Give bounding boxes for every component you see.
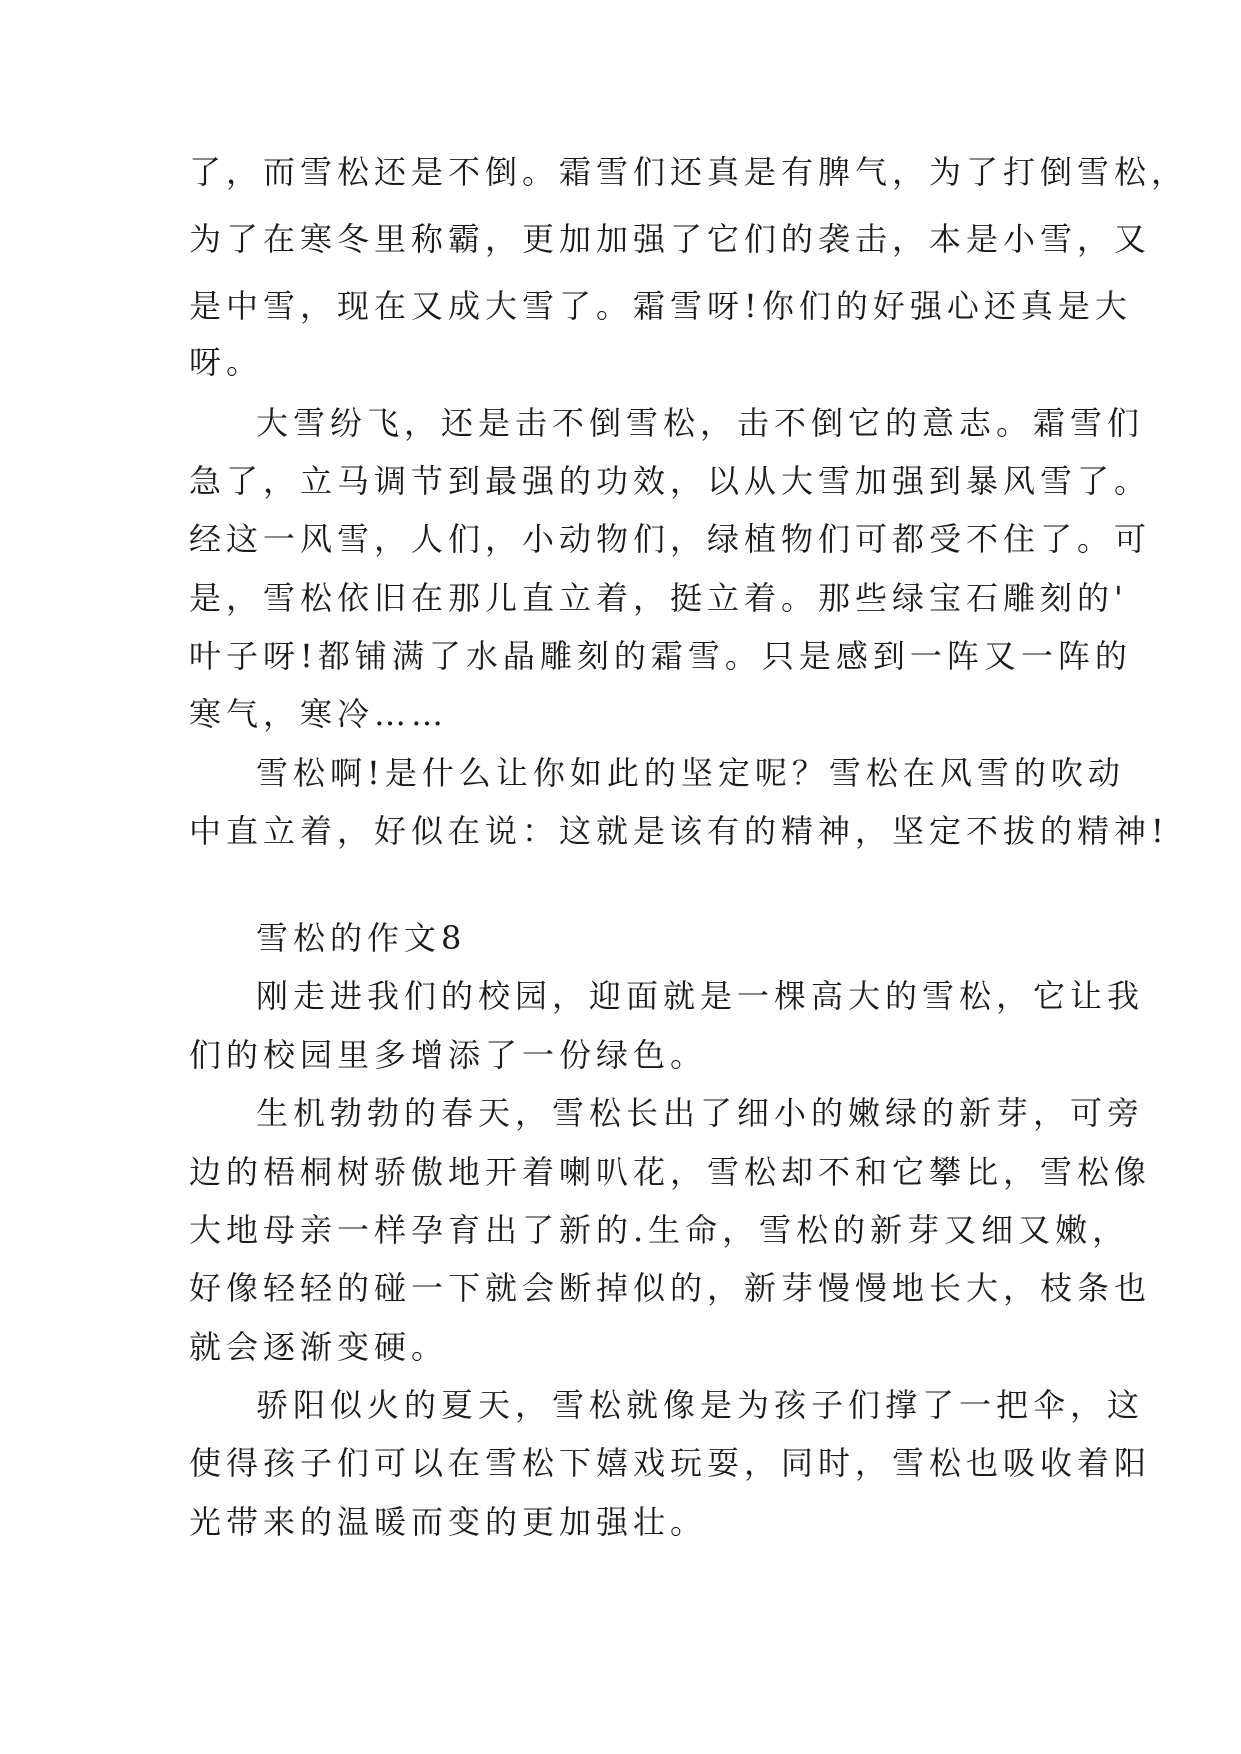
paragraph-first-line: 骄阳似火的夏天，雪松就像是为孩子们撑了一把伞，这: [256, 1386, 1145, 1424]
text-line: 是中雪，现在又成大雪了。霜雪呀!你们的好强心还真是大: [189, 287, 1132, 325]
text-line: 为了在寒冬里称霸，更加加强了它们的袭击，本是小雪，又: [189, 220, 1152, 258]
section-title: 雪松的作文8: [256, 919, 467, 957]
text-line: 是，雪松依旧在那儿直立着，挺立着。那些绿宝石雕刻的': [189, 579, 1128, 617]
text-line: 寒气，寒冷……: [189, 695, 449, 733]
paragraph-first-line: 雪松啊!是什么让你如此的坚定呢？雪松在风雪的吹动: [256, 754, 1125, 792]
paragraph-first-line: 生机勃勃的春天，雪松长出了细小的嫩绿的新芽，可旁: [256, 1094, 1145, 1132]
text-line: 光带来的温暖而变的更加强壮。: [189, 1503, 708, 1541]
text-line: 急了，立马调节到最强的功效，以从大雪加强到暴风雪了。: [189, 462, 1152, 500]
text-line: 经这一风雪，人们，小动物们，绿植物们可都受不住了。可: [189, 520, 1152, 558]
text-line: 们的校园里多增添了一份绿色。: [189, 1036, 708, 1074]
text-line: 边的梧桐树骄傲地开着喇叭花，雪松却不和它攀比，雪松像: [189, 1153, 1152, 1191]
paragraph-first-line: 大雪纷飞，还是击不倒雪松，击不倒它的意志。霜雪们: [256, 404, 1145, 442]
text-line: 使得孩子们可以在雪松下嬉戏玩耍，同时，雪松也吸收着阳: [189, 1444, 1152, 1482]
text-line: 叶子呀!都铺满了水晶雕刻的霜雪。只是感到一阵又一阵的: [189, 637, 1132, 675]
text-line: 就会逐渐变硬。: [189, 1328, 449, 1366]
text-line: 呀。: [189, 343, 264, 381]
text-line: 了，而雪松还是不倒。霜雪们还真是有脾气，为了打倒雪松，: [189, 153, 1189, 191]
text-line: 大地母亲一样孕育出了新的.生命，雪松的新芽又细又嫩，: [189, 1211, 1130, 1249]
paragraph-first-line: 刚走进我们的校园，迎面就是一棵高大的雪松，它让我: [256, 977, 1145, 1015]
text-line: 好像轻轻的碰一下就会断掉似的，新芽慢慢地长大，枝条也: [189, 1269, 1152, 1307]
text-line: 中直立着，好似在说：这就是该有的精神，坚定不拔的精神!: [189, 812, 1169, 850]
